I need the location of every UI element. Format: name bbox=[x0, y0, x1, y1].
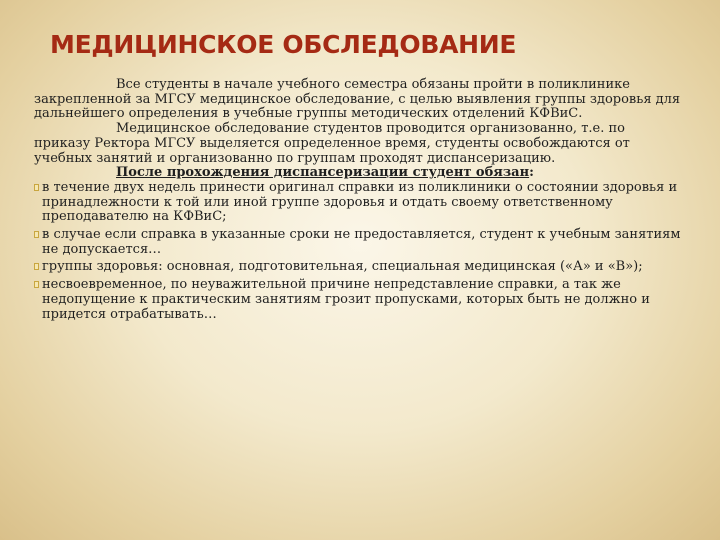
paragraph-2 bbox=[34, 122, 684, 166]
bullet-text-2: в случае если справка в указанные сроки не предоставляется, студент к учебным занятиям не допускается… bbox=[42, 227, 681, 257]
bullet-item-2 bbox=[34, 228, 684, 257]
paragraph-2-text: Медицинское обследование студентов проводится организованно, т.е. по приказу Ректора МГСУ выделяется определенное время, студенты освобождаются от учебных занятий и организованно по группам проходят диспансеризацию. bbox=[34, 121, 630, 166]
bullet-text-4: несвоевременное, по неуважительной причине непредставление справки, а так же недопущение к практическим занятиям грозит пропусками, которых быть не должно и придется отрабатывать… bbox=[42, 277, 650, 322]
bullet-text-3: группы здоровья: основная, подготовительная, специальная медицинская («А» и «В»); bbox=[42, 259, 643, 275]
obligations-heading-colon: : bbox=[529, 165, 534, 181]
bullet-item-1 bbox=[34, 181, 684, 225]
square-bullet-icon bbox=[34, 231, 39, 238]
bullet-item-4 bbox=[34, 278, 684, 322]
obligations-heading-text: После прохождения диспансеризации студент обязан bbox=[116, 165, 530, 181]
paragraph-1-text: Все студенты в начале учебного семестра обязаны пройти в поликлинике закрепленной за МГСУ медицинское обследование, с целью выявления группы здоровья для дальнейшего определения в учебные группы методических отделений КФВиС. bbox=[34, 77, 681, 122]
slide-title: МЕДИЦИНСКОЕ ОБСЛЕДОВАНИЕ bbox=[50, 30, 517, 59]
square-bullet-icon bbox=[34, 281, 39, 288]
paragraph-1 bbox=[34, 78, 684, 122]
bullet-item-3 bbox=[34, 260, 684, 275]
square-bullet-icon bbox=[34, 184, 39, 191]
bullet-text-1: в течение двух недель принести оригинал справки из поликлиники о состоянии здоровья и принадлежности к той или иной группе здоровья и отдать своему ответственному преподавателю на КФВиС; bbox=[42, 179, 678, 225]
slide-body bbox=[34, 78, 684, 325]
obligations-heading bbox=[34, 166, 684, 181]
square-bullet-icon bbox=[34, 263, 39, 270]
